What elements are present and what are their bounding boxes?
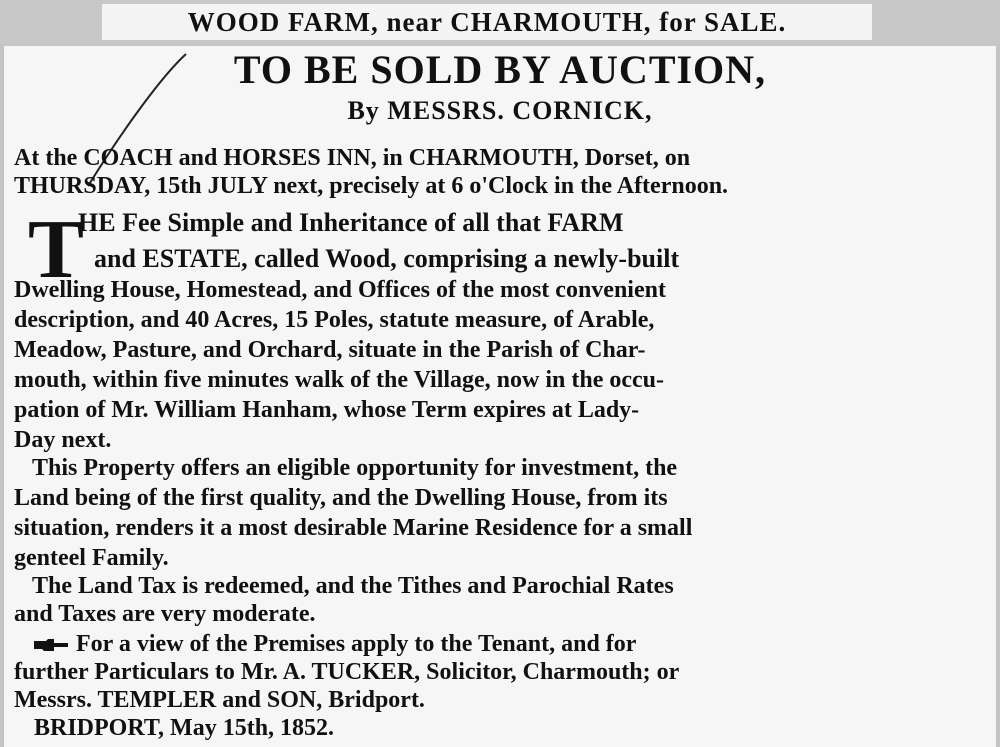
description-line: and ESTATE, called Wood, comprising a newly-built xyxy=(94,244,680,273)
property-line: situation, renders it a most desirable Marine Residence for a small xyxy=(14,515,693,541)
tax-line: and Taxes are very moderate. xyxy=(14,601,316,627)
auction-heading: TO BE SOLD BY AUCTION, xyxy=(233,47,767,92)
tax-line: The Land Tax is redeemed, and the Tithes and Parochial Rates xyxy=(32,573,674,599)
pointing-hand-icon xyxy=(32,637,70,653)
sale-date-line: THURSDAY, 15th JULY next, precisely at 6 o'Clock in the Afternoon. xyxy=(14,173,729,199)
view-line: Messrs. TEMPLER and SON, Bridport. xyxy=(14,687,425,713)
property-line: genteel Family. xyxy=(14,545,169,571)
description-line: mouth, within five minutes walk of the Village, now in the occu- xyxy=(14,367,665,393)
property-line: This Property offers an eligible opportunity for investment, the xyxy=(32,455,678,481)
view-line xyxy=(32,632,636,656)
auctioneer-line: By MESSRS. CORNICK, xyxy=(347,96,653,125)
view-line: further Particulars to Mr. A. TUCKER, Solicitor, Charmouth; or xyxy=(14,659,680,685)
description-line: Meadow, Pasture, and Orchard, situate in the Parish of Char- xyxy=(14,337,646,363)
notice-title: WOOD FARM, near CHARMOUTH, for SALE. xyxy=(102,4,872,40)
description-line: Day next. xyxy=(14,427,112,453)
dateline: BRIDPORT, May 15th, 1852. xyxy=(34,715,335,741)
newspaper-clipping xyxy=(3,46,996,747)
description-line: pation of Mr. William Hanham, whose Term expires at Lady- xyxy=(14,397,640,423)
description-line: HE Fee Simple and Inheritance of all that FARM xyxy=(78,208,624,237)
property-line: Land being of the first quality, and the Dwelling House, from its xyxy=(14,485,668,511)
view-line-text: For a view of the Premises apply to the Tenant, and for xyxy=(76,631,637,657)
description-line: description, and 40 Acres, 15 Poles, statute measure, of Arable, xyxy=(14,307,655,333)
sale-venue-line: At the COACH and HORSES INN, in CHARMOUTH, Dorset, on xyxy=(14,145,691,171)
drop-cap: T xyxy=(28,203,85,296)
header-band xyxy=(0,0,1000,46)
description-line: Dwelling House, Homestead, and Offices of the most convenient xyxy=(14,277,666,303)
